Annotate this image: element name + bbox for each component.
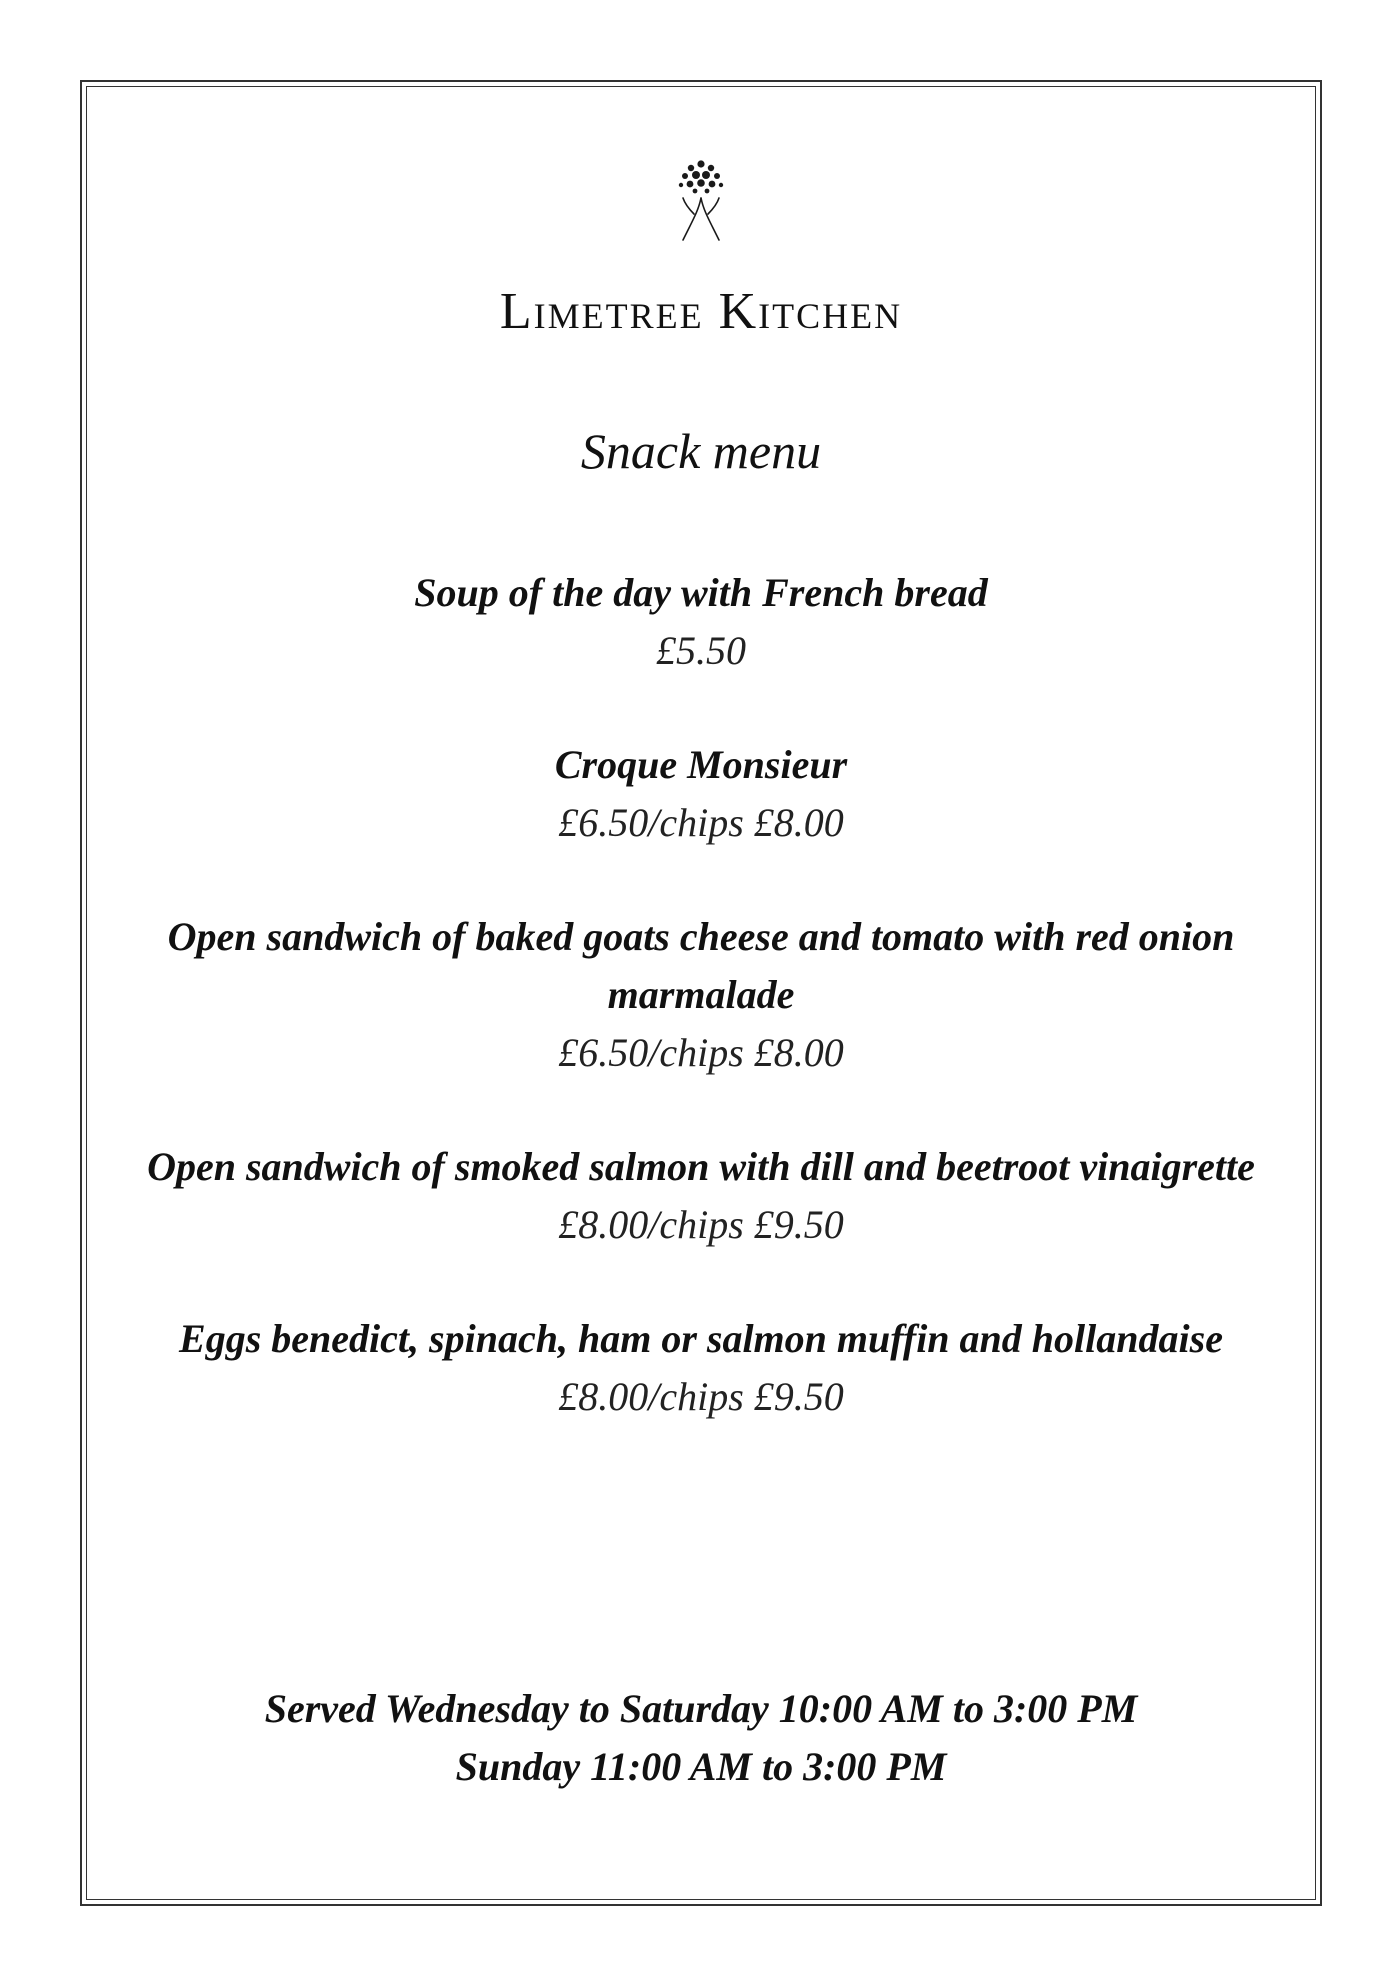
menu-item-price: £5.50 [656, 628, 746, 673]
tree-icon [661, 154, 741, 244]
menu-item-name: Open sandwich of smoked salmon with dill and beetroot vinaigrette [147, 1144, 1255, 1189]
menu-item-name: Eggs benedict, spinach, ham or salmon muffin and hollandaise [179, 1316, 1223, 1361]
menu-item-name: Open sandwich of baked goats cheese and tomato with red onion marmalade [167, 914, 1235, 1017]
menu-item [86, 564, 1316, 680]
menu-item [86, 1310, 1316, 1426]
menu-item-name: Soup of the day with French bread [414, 570, 988, 615]
serving-hours-weekday: Served Wednesday to Saturday 10:00 AM to 3:00 PM [264, 1686, 1138, 1731]
menu-item-price: £6.50/chips £8.00 [558, 1030, 844, 1075]
menu-items-list [86, 564, 1316, 1482]
restaurant-name: Limetree Kitchen [499, 283, 903, 340]
menu-title: Snack menu [580, 423, 822, 479]
menu-item [86, 908, 1316, 1082]
menu-item [86, 1138, 1316, 1254]
menu-item-price: £8.00/chips £9.50 [558, 1374, 844, 1419]
menu-item [86, 736, 1316, 852]
menu-item-name: Croque Monsieur [554, 742, 848, 787]
menu-item-price: £6.50/chips £8.00 [558, 800, 844, 845]
menu-page [86, 86, 1316, 1900]
menu-item-price: £8.00/chips £9.50 [558, 1202, 844, 1247]
serving-hours-sunday: Sunday 11:00 AM to 3:00 PM [455, 1744, 947, 1789]
serving-hours [86, 1680, 1316, 1796]
